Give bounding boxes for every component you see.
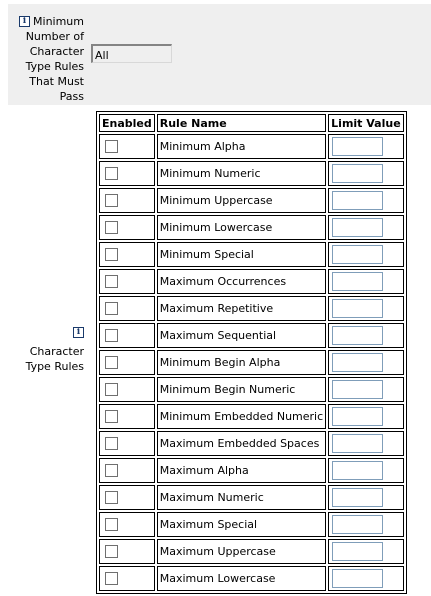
limit-value-cell (328, 215, 404, 240)
min-rules-label-line-4: Type Rules (25, 60, 84, 73)
limit-value-cell (328, 161, 404, 186)
table-row (99, 458, 404, 483)
enabled-cell (99, 431, 155, 456)
enabled-cell (99, 323, 155, 348)
table-header-row (99, 114, 404, 132)
table-row (99, 215, 404, 240)
limit-value-cell (328, 458, 404, 483)
enabled-checkbox[interactable] (105, 491, 118, 504)
min-rules-section (8, 4, 431, 105)
enabled-cell (99, 242, 155, 267)
enabled-checkbox[interactable] (105, 140, 118, 153)
rule-name-cell: Minimum Uppercase (157, 188, 326, 213)
rule-name-cell: Minimum Special (157, 242, 326, 267)
enabled-cell (99, 215, 155, 240)
min-rules-label (10, 14, 84, 104)
limit-value-cell (328, 296, 404, 321)
rule-name-cell: Minimum Numeric (157, 161, 326, 186)
min-rules-input[interactable] (91, 44, 172, 63)
min-rules-label-line-2: Number of (25, 30, 84, 43)
enabled-checkbox[interactable] (105, 545, 118, 558)
enabled-column-header: Enabled (99, 114, 155, 132)
rules-table-body (99, 134, 404, 591)
limit-value-cell (328, 323, 404, 348)
limit-value-input[interactable] (332, 380, 383, 399)
table-row (99, 377, 404, 402)
limit-value-input[interactable] (332, 434, 383, 453)
char-type-rules-label-line-2: Type Rules (25, 360, 84, 373)
enabled-cell (99, 161, 155, 186)
limit-value-cell (328, 134, 404, 159)
enabled-cell (99, 566, 155, 591)
limit-value-input[interactable] (332, 542, 383, 561)
limit-value-cell (328, 566, 404, 591)
limit-value-input[interactable] (332, 272, 383, 291)
enabled-checkbox[interactable] (105, 302, 118, 315)
table-row (99, 485, 404, 510)
table-row (99, 566, 404, 591)
enabled-cell (99, 485, 155, 510)
rule-name-cell: Maximum Lowercase (157, 566, 326, 591)
enabled-checkbox[interactable] (105, 167, 118, 180)
info-icon[interactable]: i (19, 16, 30, 27)
limit-value-cell (328, 188, 404, 213)
enabled-checkbox[interactable] (105, 275, 118, 288)
enabled-cell (99, 377, 155, 402)
min-rules-label-line-3: Character (29, 45, 84, 58)
limit-value-cell (328, 404, 404, 429)
table-row (99, 512, 404, 537)
limit-value-input[interactable] (332, 299, 383, 318)
enabled-cell (99, 188, 155, 213)
enabled-checkbox[interactable] (105, 437, 118, 450)
limit-value-input[interactable] (332, 353, 383, 372)
min-rules-label-line-1: Minimum (33, 15, 84, 28)
limit-value-cell (328, 512, 404, 537)
limit-value-cell (328, 350, 404, 375)
enabled-cell (99, 269, 155, 294)
limit-value-cell (328, 431, 404, 456)
info-icon[interactable]: i (73, 327, 84, 338)
min-rules-label-line-6: Pass (59, 90, 84, 103)
rule-name-cell: Maximum Alpha (157, 458, 326, 483)
limit-value-input[interactable] (332, 461, 383, 480)
enabled-checkbox[interactable] (105, 329, 118, 342)
enabled-cell (99, 512, 155, 537)
table-row (99, 323, 404, 348)
limit-value-cell (328, 485, 404, 510)
enabled-cell (99, 134, 155, 159)
enabled-checkbox[interactable] (105, 518, 118, 531)
table-row (99, 188, 404, 213)
table-row (99, 134, 404, 159)
enabled-cell (99, 350, 155, 375)
enabled-checkbox[interactable] (105, 572, 118, 585)
limit-value-input[interactable] (332, 245, 383, 264)
enabled-checkbox[interactable] (105, 194, 118, 207)
rule-name-cell: Maximum Repetitive (157, 296, 326, 321)
limit-value-input[interactable] (332, 326, 383, 345)
char-type-rules-label-line-1: Character (29, 345, 84, 358)
limit-value-input[interactable] (332, 191, 383, 210)
char-type-rules-label (6, 327, 84, 374)
limit-value-input[interactable] (332, 515, 383, 534)
limit-value-input[interactable] (332, 407, 383, 426)
enabled-checkbox[interactable] (105, 410, 118, 423)
rule-name-cell: Minimum Embedded Numeric (157, 404, 326, 429)
rule-name-cell: Minimum Begin Alpha (157, 350, 326, 375)
limit-value-input[interactable] (332, 137, 383, 156)
enabled-cell (99, 458, 155, 483)
rule-name-cell: Maximum Embedded Spaces (157, 431, 326, 456)
table-row (99, 296, 404, 321)
limit-value-input[interactable] (332, 569, 383, 588)
rule-name-column-header: Rule Name (157, 114, 326, 132)
enabled-checkbox[interactable] (105, 383, 118, 396)
limit-value-input[interactable] (332, 218, 383, 237)
enabled-checkbox[interactable] (105, 248, 118, 261)
limit-value-input[interactable] (332, 164, 383, 183)
limit-value-cell (328, 269, 404, 294)
enabled-cell (99, 296, 155, 321)
enabled-cell (99, 539, 155, 564)
rule-name-cell: Maximum Special (157, 512, 326, 537)
enabled-checkbox[interactable] (105, 221, 118, 234)
rule-name-cell: Minimum Lowercase (157, 215, 326, 240)
limit-value-cell (328, 377, 404, 402)
limit-value-input[interactable] (332, 488, 383, 507)
rule-name-cell: Maximum Sequential (157, 323, 326, 348)
enabled-cell (99, 404, 155, 429)
table-row (99, 350, 404, 375)
enabled-checkbox[interactable] (105, 464, 118, 477)
limit-value-cell (328, 539, 404, 564)
limit-value-column-header: Limit Value (328, 114, 404, 132)
limit-value-cell (328, 242, 404, 267)
table-row (99, 161, 404, 186)
table-row (99, 269, 404, 294)
rule-name-cell: Maximum Numeric (157, 485, 326, 510)
rule-name-cell: Minimum Begin Numeric (157, 377, 326, 402)
rule-name-cell: Maximum Uppercase (157, 539, 326, 564)
table-row (99, 539, 404, 564)
table-row (99, 404, 404, 429)
table-row (99, 242, 404, 267)
rule-name-cell: Minimum Alpha (157, 134, 326, 159)
character-type-rules-table (96, 111, 407, 594)
rule-name-cell: Maximum Occurrences (157, 269, 326, 294)
min-rules-label-line-5: That Must (29, 75, 84, 88)
enabled-checkbox[interactable] (105, 356, 118, 369)
table-row (99, 431, 404, 456)
